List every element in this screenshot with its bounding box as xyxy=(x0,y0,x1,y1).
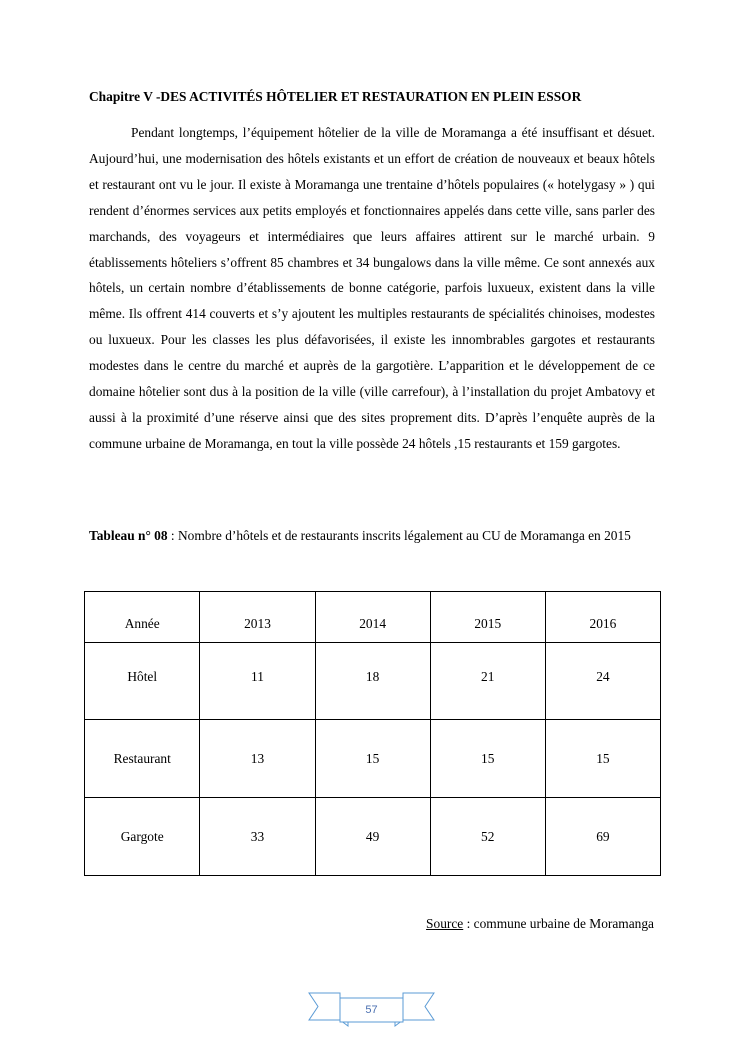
table-row xyxy=(85,643,661,720)
table-source xyxy=(426,915,654,933)
table-cell: 52 xyxy=(430,798,545,876)
table-cell: Hôtel xyxy=(85,643,200,720)
table-header-cell: Année xyxy=(85,592,200,643)
table-cell: 18 xyxy=(315,643,430,720)
table-cell: 15 xyxy=(430,720,545,798)
source-text: : commune urbaine de Moramanga xyxy=(463,916,654,931)
table-caption xyxy=(89,523,655,549)
table-caption-text: : Nombre d’hôtels et de restaurants inscrits légalement au CU de Moramanga en 2015 xyxy=(167,528,631,543)
table-cell: 21 xyxy=(430,643,545,720)
table-header-cell: 2014 xyxy=(315,592,430,643)
chapter-title: Chapitre V -DES ACTIVITÉS HÔTELIER ET RESTAURATION EN PLEIN ESSOR xyxy=(89,89,582,104)
data-table xyxy=(84,591,661,876)
table-header-cell: 2016 xyxy=(545,592,660,643)
source-label: Source xyxy=(426,916,464,931)
table-header-cell: 2015 xyxy=(430,592,545,643)
table-row xyxy=(85,720,661,798)
table-cell: 15 xyxy=(545,720,660,798)
table-cell: 69 xyxy=(545,798,660,876)
table-cell: Restaurant xyxy=(85,720,200,798)
table-header-row xyxy=(85,592,661,643)
table-row xyxy=(85,798,661,876)
table-cell: 11 xyxy=(200,643,315,720)
table-caption-label: Tableau n° 08 xyxy=(89,528,168,543)
table-cell: 49 xyxy=(315,798,430,876)
body-paragraph: Pendant longtemps, l’équipement hôtelier de la ville de Moramanga a été insuffisant et désuet. Aujourd’hui, une modernisation des hôtels existants et un effort de création de nouveaux et beaux hôtels et restaurant ont vu le jour. Il existe à Moramanga une trentaine d’hôtels populaires (« hotelygasy » ) qui rendent d’énormes services aux petits employés et fonctionnaires appelés dans cette ville, sans parler des marchands, des voyageurs et intermédiaires que leurs affaires attirent sur le marché urbain. 9 établissements hôteliers s’offrent 85 chambres et 34 bungalows dans la ville même. Ce sont annexés aux hôtels, un certain nombre d’établissements de bonne catégorie, parfois luxueux, existent dans la ville même. Ils offrent 414 couverts et s’y ajoutent les multiples restaurants de spécialités chinoises, modestes ou luxueux. Pour les classes les plus défavorisées, il existe les innombrables gargotes et restaurants modestes dans le centre du marché et auprès de la gargotière. L’apparition et le développement de ce domaine hôtelier sont dus à la position de la ville (ville carrefour), à l’installation du projet Ambatovy et aussi à la proximité d’une réserve ainsi que des sites proprement dits. D’après l’enquête auprès de la commune urbaine de Moramanga, en tout la ville possède 24 hôtels ,15 restaurants et 159 gargotes. xyxy=(89,125,655,451)
page-number-ribbon xyxy=(308,990,435,1028)
table-cell: Gargote xyxy=(85,798,200,876)
table-header-cell: 2013 xyxy=(200,592,315,643)
table-cell: 15 xyxy=(315,720,430,798)
table-cell: 13 xyxy=(200,720,315,798)
table-cell: 24 xyxy=(545,643,660,720)
page-number: 57 xyxy=(365,1004,378,1016)
table-cell: 33 xyxy=(200,798,315,876)
